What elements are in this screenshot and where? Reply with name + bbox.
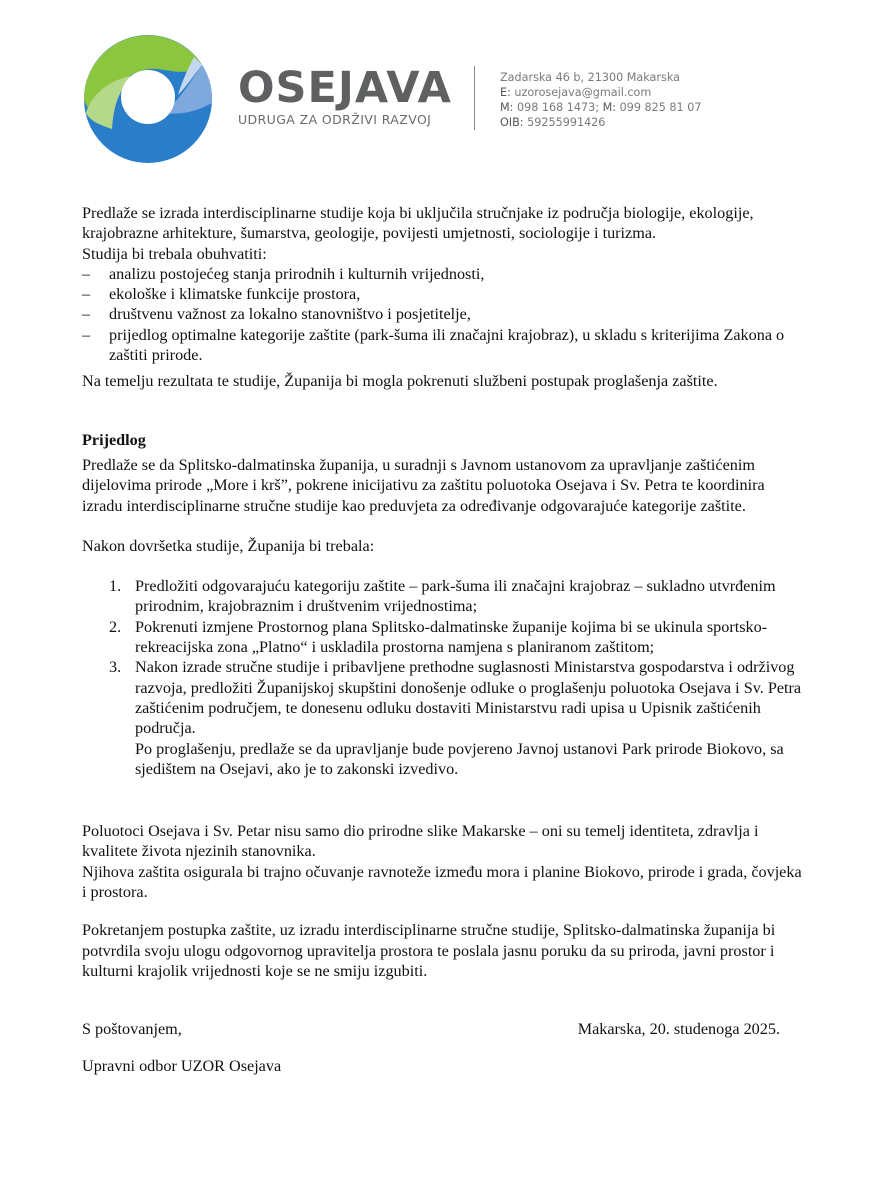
osejava-logo-icon [82,33,214,165]
signature-row [82,1019,780,1039]
steps-list [82,576,802,779]
letterhead [0,0,874,180]
list-item: – analizu postojećeg stanja prirodnih i kulturnih vrijednosti, [82,264,802,284]
list-item: 3. Nakon izrade stručne studije i pribavljene prethodne suglasnosti Ministarstva gospodarstva i održivog razvoja, predložiti Županijskoj skupštini donošenje odluke o proglašenju poluotoka Osejava i Sv. Petra zaštićenim područjem, te donesenu odluku dostaviti Ministarstvu radi upisa u Upisnik zaštićenih područja. Po proglašenju, predlaže se da upravljanje bude povjereno Javnoj ustanovi Park prirode Biokovo, sa sjedištem na Osejavi, ako je to zakonski izvedivo. [109,658,802,778]
letter-body [82,203,802,1076]
closing-paragraph-1a: Poluotoci Osejava i Sv. Petar nisu samo dio prirodne slike Makarske – oni su temelj identiteta, zdravlja i kvalitete života njezinih stanovnika. [82,822,759,861]
scope-list [82,264,802,365]
address: Zadarska 46 b, 21300 Makarska [500,71,680,84]
contact-block [500,70,701,130]
list-item: – prijedlog optimalne kategorije zaštite (park-šuma ili značajni krajobraz), u skladu s kriterijima Zakona o zaštiti prirode. [82,325,802,366]
closing-paragraph-1b: Njihova zaštita osigurala bi trajno očuvanje ravnoteže između mora i planine Biokovo, prirode i grada, čovjeka i prostora. [82,862,802,902]
steps-lead: Nakon dovršetka studije, Županija bi trebala: [82,536,375,555]
list-item: – društvenu važnost za lokalno stanovništvo i posjetitelje, [82,304,802,324]
proposal-paragraph: Predlaže se da Splitsko-dalmatinska županija, u suradnji s Javnom ustanovom za upravljanje zaštićenim dijelovima prirode „More i krš”, pokrene inicijativu za zaštitu poluotoka Osejava i Sv. Petra te koordinira izradu interdisciplinarne stručne studije kao preduvjeta za određivanje odgovarajuće kategorije zaštite. [82,455,765,515]
place-date: Makarska, 20. studenoga 2025. [577,1020,780,1039]
oib-line: OIB: 59255991426 [500,116,606,129]
brand-subtitle: UDRUGA ZA ODRŽIVI RAZVOJ [238,112,432,127]
brand-name: OSEJAVA [238,63,452,113]
after-study-paragraph: Na temelju rezultata te studije, Županija bi mogla pokrenuti službeni postupak proglašenja zaštite. [82,372,718,391]
phone-line: M: 098 168 1473; M: 099 825 81 07 [500,101,702,114]
list-item: – ekološke i klimatske funkcije prostora, [82,284,802,304]
list-item: 1. Predložiti odgovarajuću kategoriju zaštite – park-šuma ili značajni krajobraz – sukladno utvrđenim prirodnim, krajobraznim i društvenim vrijednostima; [109,577,776,616]
header-divider [474,66,475,130]
brand [238,63,452,127]
intro-paragraph: Predlaže se izrada interdisciplinarne studije koja bi uključila stručnjake iz područja biologije, ekologije, krajobrazne arhitekture, šumarstva, geologije, povijesti umjetnosti, sociologije i turizma. [82,204,754,243]
email-line: E: uzorosejava@gmail.com [500,86,652,99]
list-item: 2. Pokrenuti izmjene Prostornog plana Splitsko-dalmatinske županije kojima bi se ukinula sportsko-rekreacijska zona „Platno“ i uskladila prostorna namjena s planiranom zaštitom; [109,617,768,657]
email-link[interactable]: uzorosejava@gmail.com [514,86,652,99]
closing-paragraph-2: Pokretanjem postupka zaštite, uz izradu interdisciplinarne stručne studije, Splitsko-dalmatinska županija bi potvrdila svoju ulogu odgovornog upravitelja prostora te poslala jasnu poruku da su priroda, javni prostor i kulturni krajolik vrijednosti koje se ne smiju izgubiti. [82,921,776,980]
signatory: Upravni odbor UZOR Osejava [82,1056,282,1075]
salutation: S poštovanjem, [82,1020,182,1039]
proposal-heading: Prijedlog [82,430,146,449]
scope-lead: Studija bi trebala obuhvatiti: [82,244,267,263]
step-note: Po proglašenju, predlaže se da upravljanje bude povjereno Javnoj ustanovi Park prirode Biokovo, sa sjedištem na Osejavi, ako je to zakonski izvedivo. [135,739,784,778]
